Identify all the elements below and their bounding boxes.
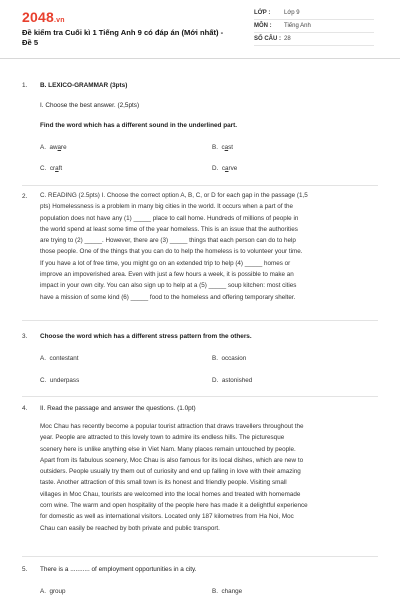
passage-line: scenery here is unlike anything else in Viet Nam. Many places remain untouched by people. — [40, 445, 296, 453]
divider — [22, 556, 378, 557]
passage-line: corn wine. The warm and open hospitality of the people here has made it a delightful experience — [40, 502, 308, 510]
option-text: ft — [58, 165, 63, 172]
option-text: cr — [49, 165, 56, 172]
passage-line: impact in your own city. You can also sign up to help at a (5) _____ soup kitchen: most cities — [40, 282, 297, 290]
option-letter: D. — [212, 377, 219, 384]
passage-line: outsiders. People usually try them out of curiosity and end up falling in love with their amazing — [40, 468, 301, 476]
passage-line: Apart from its fabulous scenery, Moc Chau is also famous for its local dishes, which are new to — [40, 456, 304, 464]
option-text: re — [61, 144, 67, 151]
underlined-letter: a — [57, 144, 62, 151]
question-text: There is a ........... of employment opportunities in a city. — [40, 566, 197, 573]
section-heading: B. LEXICO-GRAMMAR (3pts) — [40, 82, 128, 89]
option-letter: A. — [40, 144, 46, 151]
site-logo[interactable] — [22, 9, 65, 25]
option-text: aw — [49, 144, 58, 151]
passage-line: population does not have any (1) _____ place to call home. Hundreds of millions of people in — [40, 214, 299, 222]
option-text: occasion — [221, 355, 247, 362]
option-text: underpass — [49, 377, 80, 384]
option-a[interactable] — [40, 588, 66, 595]
meta-key: SỐ CÂU : — [254, 36, 281, 42]
page-header — [0, 0, 400, 59]
passage-line: those people. One of the things that you can do to help the homeless is to volunteer your time. — [40, 248, 303, 256]
meta-key: LỚP : — [254, 10, 271, 16]
question-number: 2. — [22, 193, 28, 200]
subsection-heading: I. Choose the best answer. (2,5pts) — [40, 102, 140, 109]
divider — [22, 396, 378, 397]
passage-line: the world spend at least some time of the year homeless. This is an issue that the authorities — [40, 225, 298, 233]
option-text: change — [221, 588, 243, 595]
logo-suffix: .vn — [53, 17, 65, 24]
underlined-letter: a — [224, 144, 229, 151]
option-d[interactable] — [212, 377, 252, 384]
option-c[interactable] — [40, 377, 79, 384]
meta-value: Tiếng Anh — [284, 23, 311, 29]
meta-key: MÔN : — [254, 23, 272, 29]
passage-line: improve an impoverished area. Even with just a few hours a week, it is possible to make an — [40, 271, 294, 279]
option-text: c — [221, 165, 225, 172]
option-letter: B. — [212, 355, 218, 362]
passage-line: for domestic as well as international visitors. Located only 187 kilometres from Ha Noi, Moc — [40, 513, 294, 521]
option-c[interactable] — [40, 165, 62, 172]
option-text: group — [49, 588, 66, 595]
underlined-letter: a — [55, 165, 59, 172]
passage-line: If you have a lot of free time, you might go on an extended trip to help (4) _____ homes or — [40, 259, 291, 267]
option-text: rve — [228, 165, 238, 172]
passage-line: taste. Another attraction of this small town is its honest and friendly people. Visiting small — [40, 479, 287, 487]
divider — [22, 185, 378, 186]
option-b[interactable] — [212, 144, 233, 151]
meta-table — [254, 7, 374, 46]
option-letter: C. — [40, 377, 47, 384]
option-letter: B. — [212, 588, 218, 595]
option-b[interactable] — [212, 355, 246, 362]
passage-line: villages in Moc Chau, tourists are welcomed into the local homes and treated with homemade — [40, 490, 301, 498]
option-a[interactable] — [40, 355, 79, 362]
option-text: contestant — [49, 355, 79, 362]
question-number: 5. — [22, 566, 28, 573]
option-letter: C. — [40, 165, 47, 172]
passage-line: Chau can easily be reached by both private and public transport. — [40, 524, 220, 532]
logo-text: 2048 — [22, 9, 54, 25]
question-number: 1. — [22, 82, 28, 89]
section-heading: II. Read the passage and answer the questions. (1.0pt) — [40, 405, 196, 412]
reading-passage — [40, 190, 376, 303]
passage-line: Moc Chau has recently become a popular tourist attraction that draws travellers throughout the — [40, 423, 304, 430]
option-letter: B. — [212, 144, 218, 151]
option-a[interactable] — [40, 144, 67, 151]
option-text: astonished — [221, 377, 253, 384]
meta-row-count — [254, 33, 374, 46]
meta-value: Lớp 9 — [284, 10, 300, 16]
document-title: Đề kiểm tra Cuối kì 1 Tiếng Anh 9 có đáp án (Mới nhất) - Đề 5 — [22, 28, 224, 47]
meta-value: 28 — [284, 36, 291, 42]
option-letter: A. — [40, 588, 46, 595]
option-text: st — [228, 144, 234, 151]
passage-line: C. READING (2.5pts) I. Choose the correct option A, B, C, or D for each gap in the passage (1,5 — [40, 192, 308, 199]
question-instruction: Choose the word which has a different stress pattern from the others. — [40, 333, 252, 340]
passage-line: year. People are attracted to this lovely town to admire its endless hills. The picturesque — [40, 434, 285, 442]
passage-line: have a mission of some kind (6) _____ food to the homeless and offering temporary shelter. — [40, 293, 296, 301]
meta-row-subject — [254, 20, 374, 33]
option-b[interactable] — [212, 588, 242, 595]
option-d[interactable] — [212, 165, 237, 172]
option-text: c — [221, 144, 225, 151]
meta-row-class — [254, 7, 374, 20]
divider — [22, 320, 378, 321]
option-letter: A. — [40, 355, 46, 362]
question-instruction: Find the word which has a different sound in the underlined part. — [40, 122, 238, 129]
question-number: 4. — [22, 405, 28, 412]
reading-passage — [40, 421, 376, 534]
question-number: 3. — [22, 333, 28, 340]
underlined-letter: a — [224, 165, 229, 172]
passage-line: pts) Homelessness is a problem in many big cities in the world. It occurs when a part of the — [40, 203, 294, 211]
passage-line: are trying to (2) _____. However, there are (3) _____ things that each person can do to help — [40, 237, 296, 245]
option-letter: D. — [212, 165, 219, 172]
